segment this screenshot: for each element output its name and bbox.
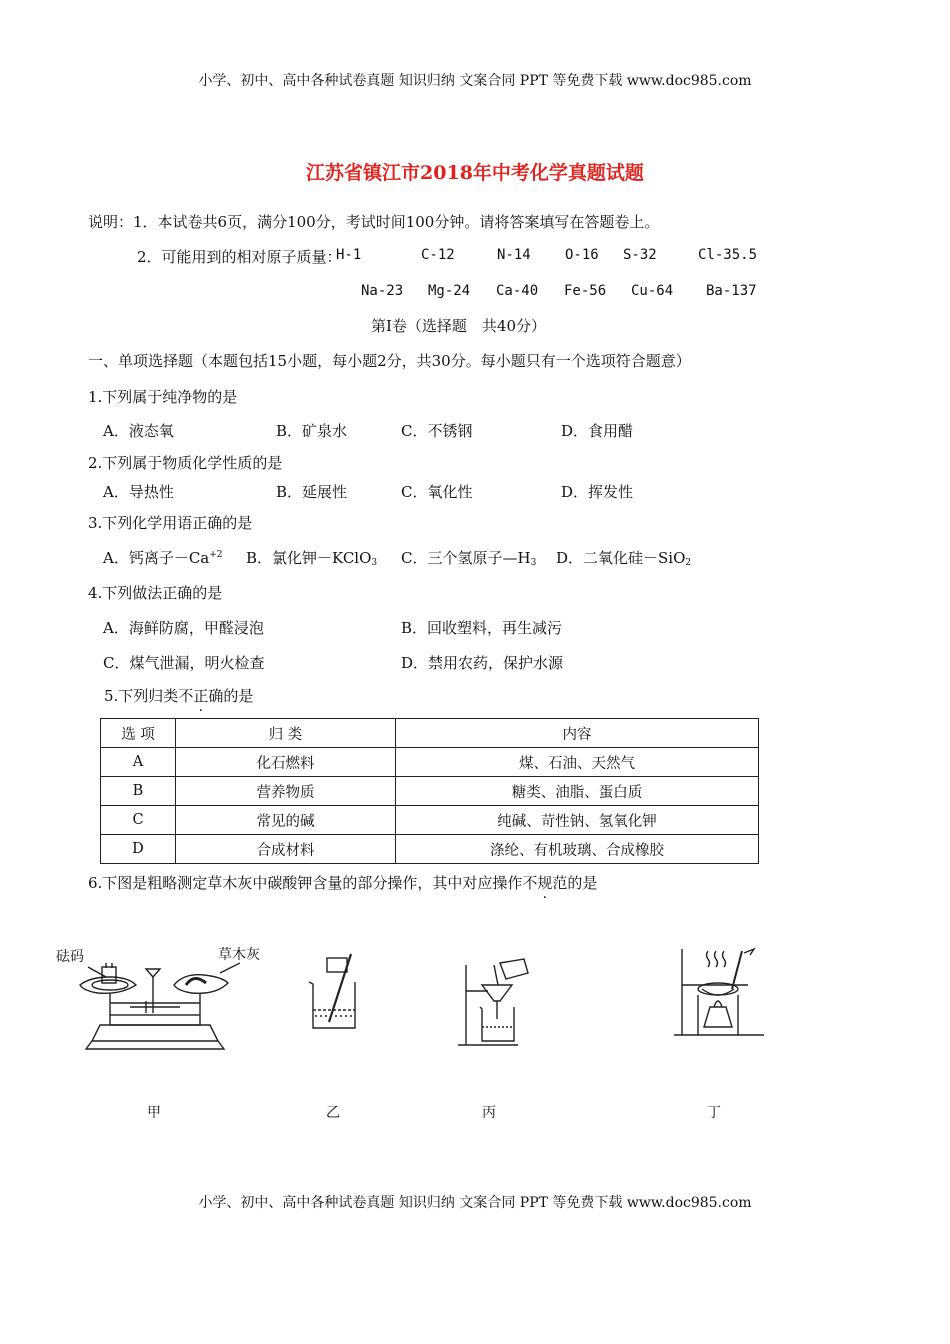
table-row <box>101 777 759 806</box>
caption-jia: 甲 <box>147 1105 161 1121</box>
table-row <box>101 806 759 835</box>
q4-stem: 4.下列做法正确的是 <box>88 584 223 602</box>
q2-option-a: A．导热性 <box>103 483 174 501</box>
q6-stem: 6.下图是粗略测定草木灰中碳酸钾含量的部分操作，其中对应操作不规范的是 <box>88 874 598 892</box>
q1-option-c: C．不锈钢 <box>401 422 473 440</box>
mass-fe: Fe-56 <box>564 283 607 299</box>
q5-stem: 5.下列归类不正确的是 <box>104 687 254 705</box>
q3-option-b: B．氯化钾－KClO$_3$ <box>246 549 378 568</box>
table-cell: D <box>101 835 176 864</box>
q2-option-b: B．延展性 <box>276 483 348 501</box>
table-cell: 常见的碱 <box>176 806 396 835</box>
table-cell: 化石燃料 <box>176 748 396 777</box>
evaporation-figure <box>668 945 768 1040</box>
table-cell: 涤纶、有机玻璃、合成橡胶 <box>396 835 759 864</box>
mass-h: H-1 <box>336 247 362 263</box>
table-cell: 煤、石油、天然气 <box>396 748 759 777</box>
section-title: 一、单项选择题（本题包括15小题，每小题2分，共30分。每小题只有一个选项符合题意） <box>88 352 691 370</box>
table-cell: 营养物质 <box>176 777 396 806</box>
table-header-cell: 选 项 <box>101 719 176 748</box>
q3-option-d: D．二氧化硅－SiO$_2$ <box>556 549 692 568</box>
table-header-cell: 归 类 <box>176 719 396 748</box>
table-row <box>101 748 759 777</box>
table-cell: C <box>101 806 176 835</box>
mass-c: C-12 <box>421 247 455 263</box>
q4-option-d: D．禁用农药，保护水源 <box>401 654 564 672</box>
table-cell: B <box>101 777 176 806</box>
q2-stem: 2.下列属于物质化学性质的是 <box>88 454 283 472</box>
table-header-cell: 内容 <box>396 719 759 748</box>
q4-option-b: B．回收塑料，再生减污 <box>401 619 563 637</box>
mass-o: O-16 <box>565 247 599 263</box>
table-row <box>101 835 759 864</box>
mass-mg: Mg-24 <box>428 283 471 299</box>
table-header-row <box>101 719 759 748</box>
filtration-figure <box>458 955 538 1050</box>
label-weight: 砝码 <box>56 949 84 965</box>
mass-n: N-14 <box>497 247 531 263</box>
q3-option-a: A．钙离子$-Ca^{+2}$ <box>103 549 223 567</box>
q4-option-c: C．煤气泄漏，明火检查 <box>103 654 265 672</box>
notes-line1: 说明：1．本试卷共6页，满分100分，考试时间100分钟。请将答案填写在答题卷上。 <box>88 213 660 231</box>
caption-ding: 丁 <box>707 1105 721 1121</box>
q1-option-d: D．食用醋 <box>561 422 634 440</box>
page-footer: 小学、初中、高中各种试卷真题 知识归纳 文案合同 PPT 等免费下载 www.doc985.com <box>198 1195 752 1211</box>
q5-table <box>100 718 759 864</box>
q3-option-c: C．三个氢原子$—H_3$ <box>401 549 537 568</box>
mass-s: S-32 <box>623 247 657 263</box>
table-cell: 纯碱、苛性钠、氢氧化钾 <box>396 806 759 835</box>
table-cell: 糖类、油脂、蛋白质 <box>396 777 759 806</box>
notes-line2-label: 2．可能用到的相对原子质量： <box>137 248 342 266</box>
table-cell: 合成材料 <box>176 835 396 864</box>
caption-yi: 乙 <box>326 1105 340 1121</box>
table-cell: A <box>101 748 176 777</box>
page-header: 小学、初中、高中各种试卷真题 知识归纳 文案合同 PPT 等免费下载 www.doc985.com <box>198 73 752 89</box>
mass-ba: Ba-137 <box>706 283 757 299</box>
page-title: 江苏省镇江市2018年中考化学真题试题 <box>306 162 644 184</box>
mass-ca: Ca-40 <box>496 283 539 299</box>
q2-option-c: C．氧化性 <box>401 483 473 501</box>
q1-option-a: A．液态氧 <box>103 422 174 440</box>
balance-figure <box>70 955 240 1055</box>
mass-cu: Cu-64 <box>631 283 674 299</box>
q4-option-a: A．海鲜防腐，甲醛浸泡 <box>103 619 264 637</box>
mass-na: Na-23 <box>361 283 404 299</box>
q3-stem: 3.下列化学用语正确的是 <box>88 514 253 532</box>
label-ash: 草木灰 <box>218 947 260 963</box>
q1-stem: 1.下列属于纯净物的是 <box>88 388 238 406</box>
caption-bing: 丙 <box>482 1105 496 1121</box>
beaker-figure <box>305 952 365 1034</box>
q1-option-b: B．矿泉水 <box>276 422 348 440</box>
q2-option-d: D．挥发性 <box>561 483 634 501</box>
mass-cl: Cl-35.5 <box>698 247 758 263</box>
part-title: 第Ⅰ卷（选择题 共40分） <box>371 317 547 335</box>
